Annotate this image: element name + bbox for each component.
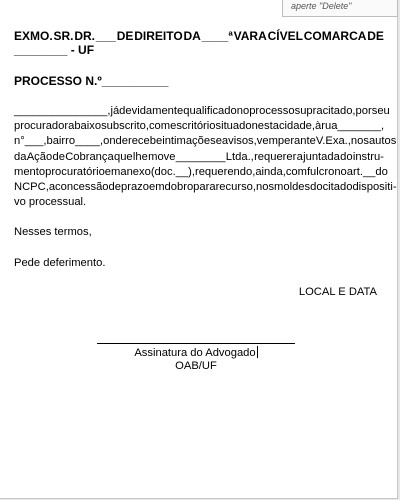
body-word: prazo [121,181,149,193]
body-word: __ [362,165,376,178]
signature-name[interactable]: Assinatura do Advogado [134,347,256,359]
body-word: requerendo, [194,165,256,178]
body-word: _______, [337,120,385,133]
body-word: Ltda., [225,150,254,163]
body-word: nos [350,135,369,148]
body-word: fulcro [306,165,335,178]
body-word: com [148,120,171,133]
court-heading-line1 [14,29,384,43]
body-word: em [104,165,121,178]
body-word: com [285,165,307,178]
heading-word: SR. [53,29,74,43]
body-word: recebe [127,135,163,148]
heading-word: DR. [74,29,96,43]
court-heading-line2: ________ - UF [14,43,95,57]
body-word: escritório [170,120,216,133]
body-word: em [149,181,165,193]
body-word: no [334,165,347,178]
body-word: por [355,105,372,117]
body-word: moldes [274,181,311,193]
body-word: avisos, [221,135,257,148]
body-word: perante [277,135,316,148]
body-line [14,150,384,164]
delete-hint-text: aperte "Delete" [291,1,352,11]
body-word: de [108,181,121,193]
heading-word: EXMO. [14,29,53,43]
heading-word: ___ [95,29,116,43]
body-word: _______________, [14,105,111,117]
body-word: bairro [46,135,76,148]
body-word: Cobrança [65,150,114,163]
text-cursor [257,346,258,358]
heading-word: DA [183,29,201,43]
body-word: dobro [164,181,194,193]
body-word: de [52,150,65,163]
body-word: supracitado, [294,105,356,117]
body-word: abaixo [68,120,102,133]
delete-hint-box [282,0,398,17]
body-word: onde [103,135,128,148]
body-word: que [113,150,133,163]
body-word: vem [256,135,278,148]
body-word: NCPC, [14,181,49,193]
body-word: juntada [303,150,340,163]
body-word: __), [175,165,195,178]
body-word: processo [249,105,295,117]
signature-registration: OAB/UF [175,360,217,372]
heading-word: ____ª [201,29,233,43]
body-line [14,180,397,194]
body-word: V. [315,135,326,148]
body-line: vo processual. [14,196,87,209]
body-word: do [375,165,388,178]
signature-line [97,343,295,344]
body-word: situado [215,120,252,133]
body-word: rua [321,120,338,133]
body-word: requerer [254,150,297,163]
heading-word: CÍVEL [267,29,303,43]
heading-word: VARA [233,29,267,43]
body-word: nos [256,181,275,193]
body-word: mento [14,165,46,178]
body-word: a [296,150,303,163]
body-word: Ação [26,150,53,163]
heading-word: DE [116,29,134,43]
body-word: Exa., [325,135,351,148]
body-word: concessão [55,181,109,193]
heading-word: DE [367,29,384,43]
closing-request: Pede deferimento. [14,257,106,269]
body-word: seu [371,105,390,117]
process-number-label: PROCESSO N.º__________ [14,74,169,88]
body-line [14,165,388,179]
body-word: já [110,105,120,117]
body-word: move [148,150,176,163]
body-line [14,134,397,148]
body-word: instru- [352,150,384,163]
body-word: dispositi- [352,181,397,193]
body-word: e [215,135,222,148]
body-line [14,104,390,118]
body-word: da [14,150,27,163]
body-word: citado [322,181,353,193]
body-word: anexo [120,165,151,178]
body-line [14,119,384,133]
body-word: no [236,105,250,117]
body-word: qualificado [183,105,237,117]
body-word: autos [368,135,397,148]
body-word: à [315,120,322,133]
body-word: nesta [251,120,279,133]
body-word: recurso, [215,181,256,193]
body-word: art. [346,165,363,178]
body-word: a [48,181,56,193]
body-word: n°___, [14,135,47,148]
body-word: lhe [132,150,148,163]
body-word: intimações [162,135,216,148]
body-word: ainda, [255,165,286,178]
body-word: subscrito, [101,120,149,133]
body-word: procurador [14,120,69,133]
heading-word: COMARCA [303,29,367,43]
body-word: do [340,150,353,163]
body-word: cidade, [278,120,316,133]
body-word: (doc. [150,165,176,178]
body-word: do [310,181,323,193]
heading-word: DIREITO [134,29,183,43]
body-word: devidamente [119,105,184,117]
body-word: procuratório [45,165,105,178]
body-word: para [193,181,216,193]
closing-terms: Nesses termos, [14,226,92,238]
place-and-date: LOCAL E DATA [298,286,377,298]
body-word: ____, [75,135,104,148]
body-word: ________ [175,150,226,163]
